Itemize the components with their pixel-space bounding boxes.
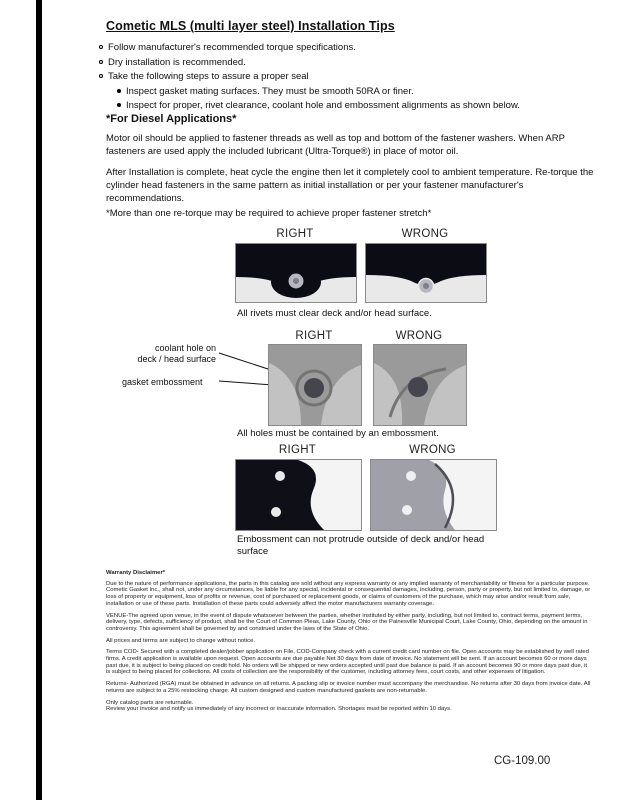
legal-paragraph: VENUE-The agreed upon venue, in the event of dispute whatsoever between the parties, whether instituted by either party, including, but not limited to, contract terms, payment terms, delivery, type, defects, sufficiency of product, shall be the Court of Common Pleas, Lake County, Ohio or the Painesville Municipal Court, Lake County, Ohio, depending on the amount in controversy. This agreement shall be governed by and construed under the laws of the State of Ohio. bbox=[106, 612, 588, 632]
tip-text: Follow manufacturer's recommended torque specifications. bbox=[108, 42, 356, 53]
legal-paragraph: Returns- Authorized (RGA) must be obtained in advance on all returns. A packing slip or invoice number must accompany the merchandise. No returns after 30 days from invoice date. All returns are subject to a 25% restocking charge. All custom designed and custom manufactured gaskets are non-returnable. bbox=[106, 681, 591, 694]
coolant-hole-wrong-image bbox=[373, 344, 467, 426]
row3-right-label: RIGHT bbox=[278, 444, 317, 456]
row2-right-label: RIGHT bbox=[295, 330, 333, 342]
page-title: Cometic MLS (multi layer steel) Installation Tips bbox=[106, 19, 395, 33]
warranty-disclaimer-heading: Warranty Disclaimer* bbox=[106, 570, 166, 576]
sub-tip-text: Inspect gasket mating surfaces. They must be smooth 50RA or finer. bbox=[126, 85, 414, 97]
open-bullet-icon bbox=[99, 60, 103, 64]
legal-paragraph: Review your invoice and notify us immediately of any incorrect or inaccurate information. Shortages must be reported within 10 days. bbox=[106, 706, 452, 713]
coolant-hole-right-image bbox=[268, 344, 362, 426]
retorque-note: *More than one re-torque may be required to achieve proper fastener stretch* bbox=[106, 208, 432, 219]
filled-bullet-icon bbox=[117, 89, 121, 93]
coolant-hole-annotation bbox=[128, 343, 216, 365]
list-item bbox=[117, 100, 579, 111]
row1-wrong-label: WRONG bbox=[401, 228, 449, 240]
list-item bbox=[99, 42, 579, 53]
row1-right-label: RIGHT bbox=[276, 228, 314, 240]
tip-text: Dry installation is recommended. bbox=[108, 56, 246, 68]
legal-paragraph: Due to the nature of performance applications, the parts in this catalog are sold without any express warranty or any implied warranty of merchantability or fitness for a particular purpose. Cometic Gasket Inc., shall not, under any circumstances, be liable for any special, incidental or consequential damages, including, person, party or property, but not limited to, damage, or loss of property or equipment, loss of profits or revenue, cost of purchased or replacement goods, or claims of customers of the purchase, which may arise and/or result from sale, installation or use of these parts. Installation of these parts could adversely affect the motor manufacturers warranty coverage. bbox=[106, 580, 591, 607]
open-bullet-icon bbox=[99, 74, 103, 78]
coolant-hole-right-diagram bbox=[269, 345, 361, 425]
sub-tips-list bbox=[117, 86, 579, 112]
tip-text: Take the following steps to assure a proper seal bbox=[108, 71, 309, 82]
gasket-embossment-annotation: gasket embossment bbox=[122, 377, 203, 387]
legal-paragraph: All prices and terms are subject to change without notice. bbox=[106, 637, 255, 644]
list-item bbox=[117, 86, 579, 97]
annotation-line: coolant hole on bbox=[154, 343, 216, 353]
row3-wrong-label: WRONG bbox=[409, 444, 456, 456]
list-item bbox=[99, 57, 579, 68]
coolant-hole-wrong-diagram bbox=[374, 345, 466, 425]
rivet-wrong-image bbox=[365, 243, 487, 303]
row3-caption: Embossment can not protrude outside of deck and/or head surface bbox=[237, 534, 485, 557]
diesel-paragraph-2: After Installation is complete, heat cycle the engine then let it completely cool to ambient temperature. Re-torque the cylinder head fasteners in the same pattern as initial installation or per your fastener manufacturer's recommendations. bbox=[106, 167, 594, 204]
embossment-right-diagram bbox=[236, 460, 361, 530]
row2-wrong-label: WRONG bbox=[395, 330, 443, 342]
embossment-wrong-image bbox=[370, 459, 497, 531]
tips-list bbox=[99, 42, 579, 115]
diesel-paragraph-1: Motor oil should be applied to fastener threads as well as top and bottom of the fastener washers. When ARP fasteners are used apply the included lubricant (Ultra-Torque®) in place of motor oil. bbox=[106, 133, 565, 157]
row1-caption: All rivets must clear deck and/or head surface. bbox=[237, 308, 432, 319]
embossment-right-image bbox=[235, 459, 362, 531]
open-bullet-icon bbox=[99, 45, 103, 49]
rivet-wrong-diagram bbox=[366, 244, 486, 302]
annotation-line: deck / head surface bbox=[137, 354, 216, 364]
list-item bbox=[99, 71, 579, 82]
diesel-applications-heading: *For Diesel Applications* bbox=[106, 113, 237, 125]
rivet-right-image bbox=[235, 243, 357, 303]
legal-fine-print bbox=[106, 570, 592, 718]
embossment-wrong-diagram bbox=[371, 460, 496, 530]
filled-bullet-icon bbox=[117, 103, 121, 107]
catalog-page-code: CG-109.00 bbox=[494, 755, 551, 767]
row2-caption: All holes must be contained by an embossment. bbox=[237, 428, 439, 439]
sub-tip-text: Inspect for proper, rivet clearance, coolant hole and embossment alignments as shown below. bbox=[126, 100, 520, 111]
rivet-right-diagram bbox=[236, 244, 356, 302]
binding-edge bbox=[36, 0, 42, 800]
legal-paragraph: Only catalog parts are returnable. bbox=[106, 699, 194, 706]
legal-paragraph: Terms COD- Secured with a completed dealer/jobber application on File, COD-Company check with a current credit card number on file. Open accounts may be established by well rated firms. A credit application is available upon request. Open accounts are due payable Net 30 days from date of invoice. No statement will be sent. If an account becomes 60 or more days past due, it is subject to being placed on credit hold. No orders will be shipped or new orders accepted until past due balance is paid. If an account becomes 90 or more days past due, it is subject to being placed for collections. All costs of collection are the responsibility of the customer, including attorney fees, court costs, and other expenses of litigation. bbox=[106, 649, 589, 676]
